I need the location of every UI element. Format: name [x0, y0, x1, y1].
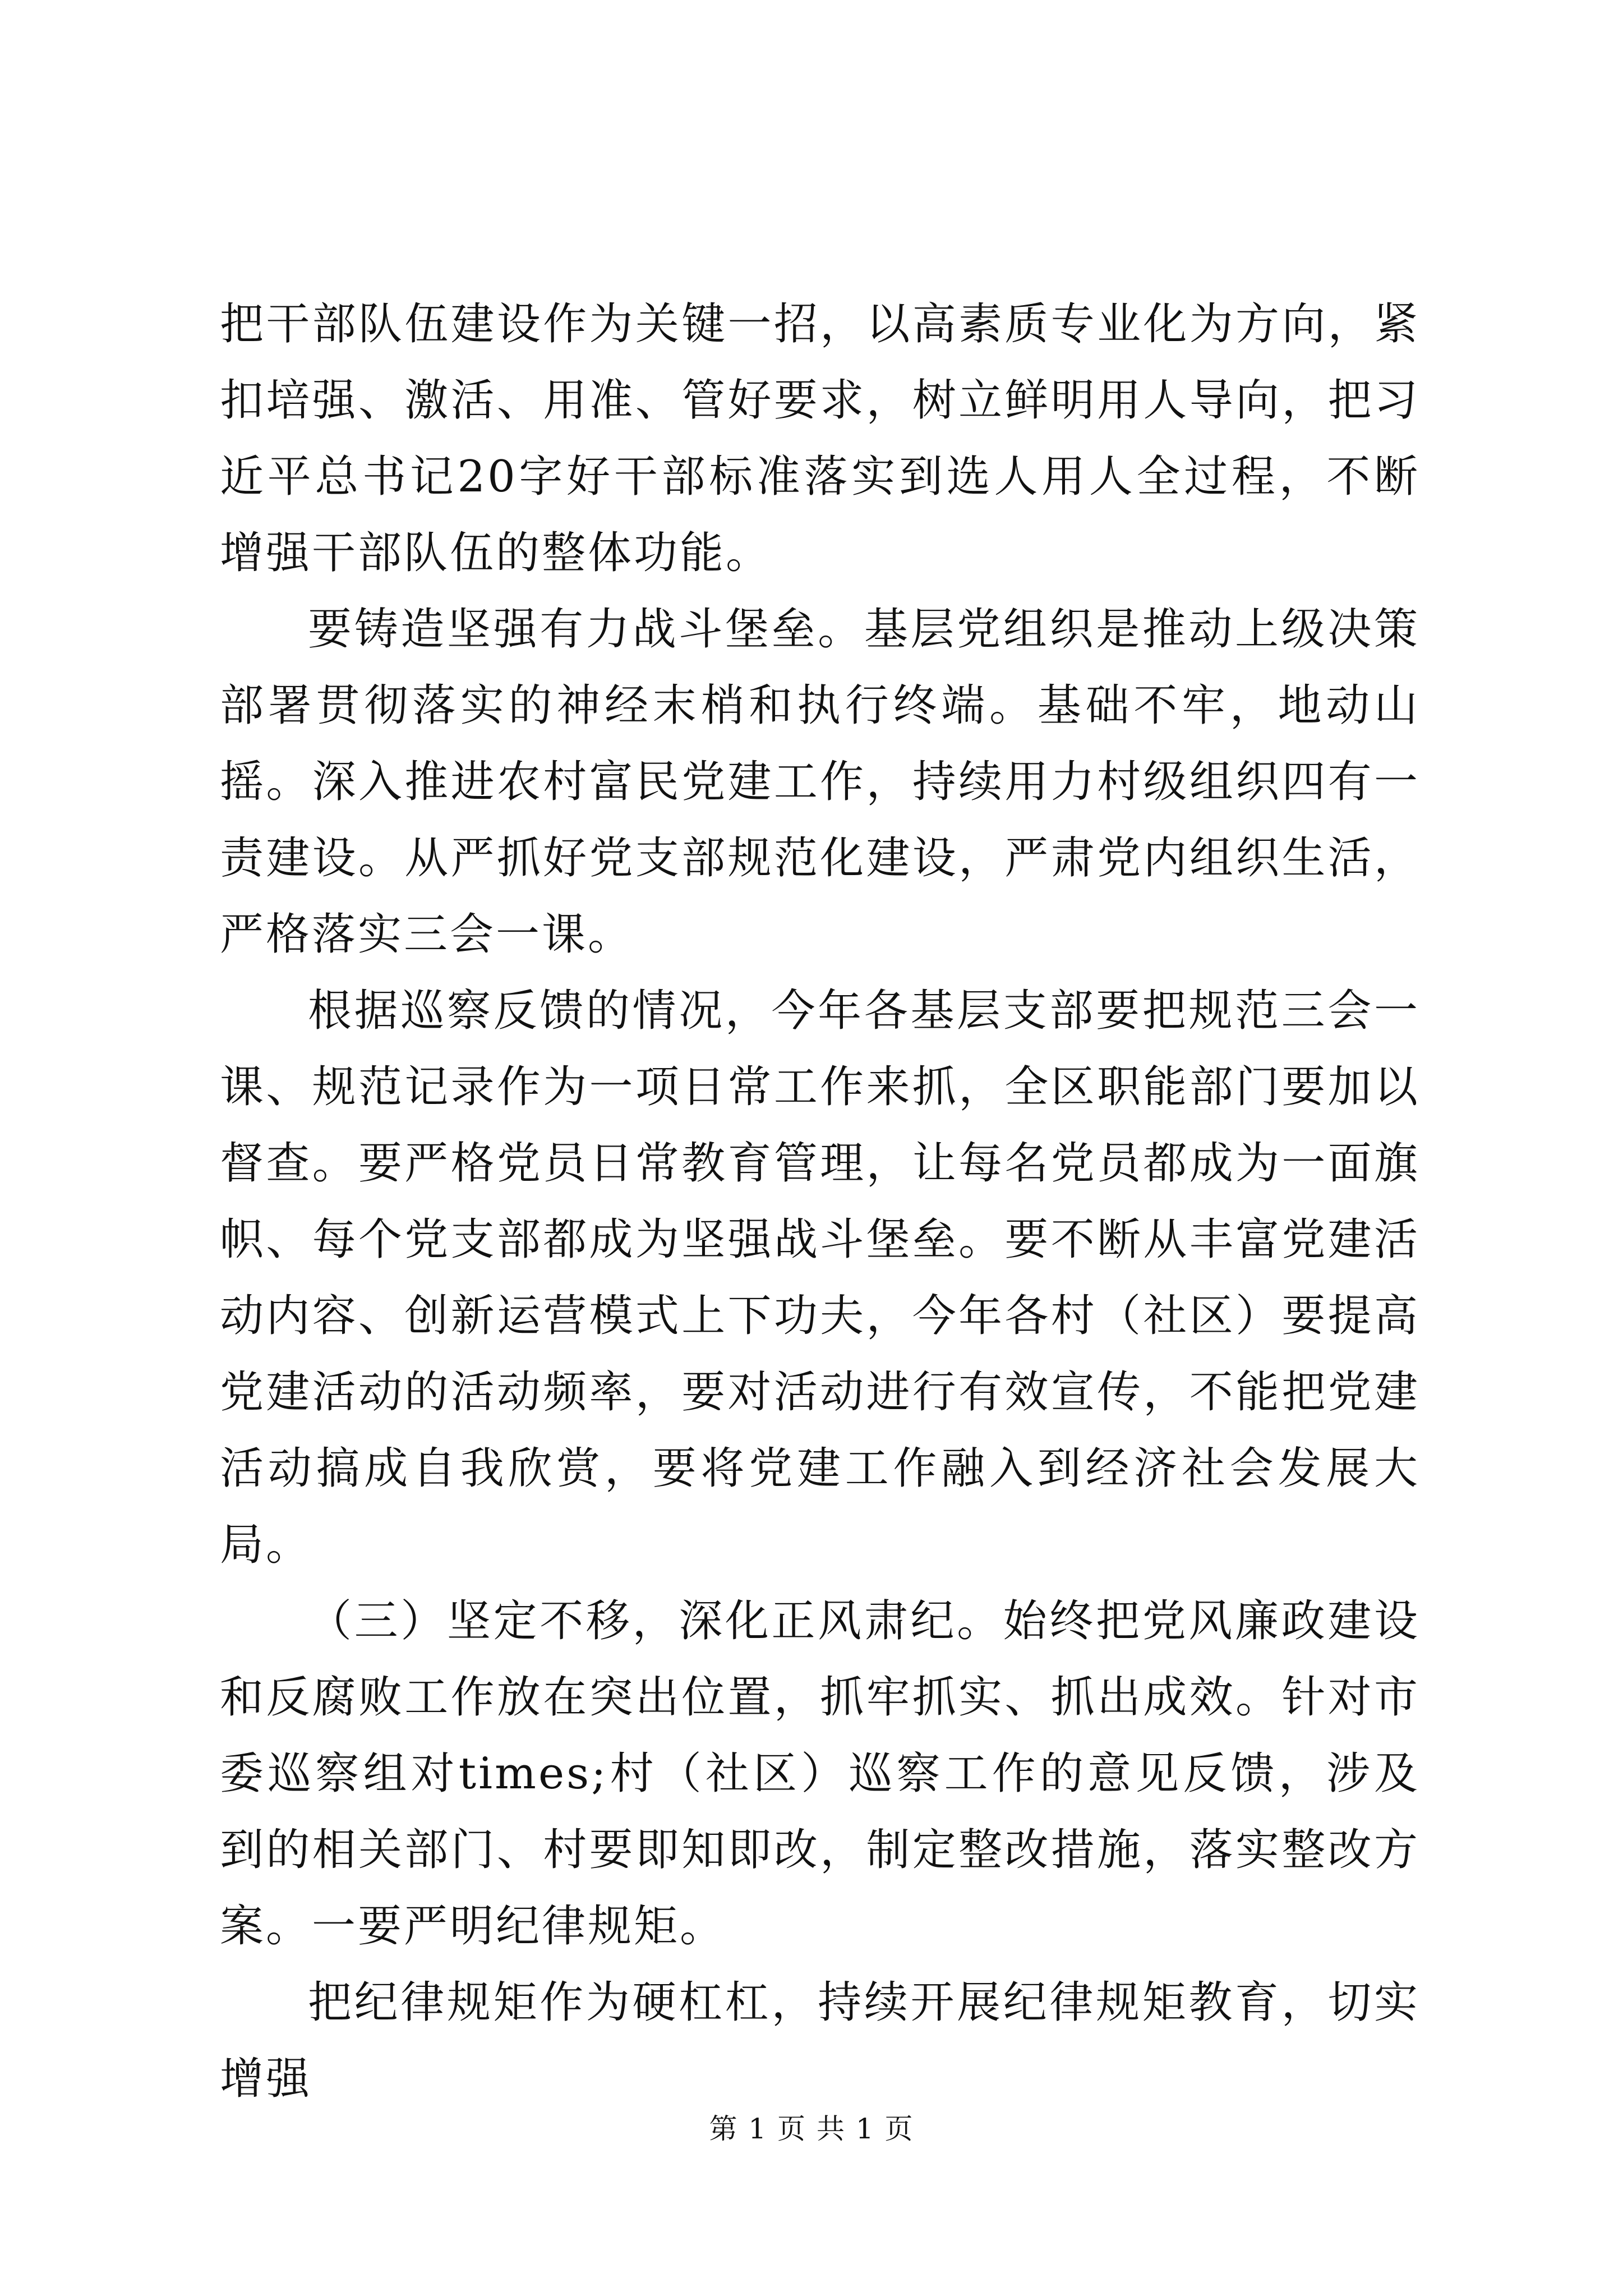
paragraph-inspection-feedback: 根据巡察反馈的情况，今年各基层支部要把规范三会一课、规范记录作为一项日常工作来抓，全区职能部门要加以督查。要严格党员日常教育管理，让每名党员都成为一面旗帜、每个党支部都成为坚强战斗堡垒。要不断从丰富党建活动内容、创新运营模式上下功夫，今年各村（社区）要提高党建活动的活动频率，要对活动进行有效宣传，不能把党建活动搞成自我欣赏，要将党建工作融入到经济社会发展大局。 [220, 986, 1420, 1570]
paragraph-discipline: （三）坚定不移，深化正风肃纪。始终把党风廉政建设和反腐败工作放在突出位置，抓牢抓实、抓出成效。针对市委巡察组对times;村（社区）巡察工作的意见反馈，涉及到的相关部门、村要即知即改，制定整改措施，落实整改方案。一要严明纪律规矩。 [220, 1596, 1420, 1952]
document-body [220, 286, 1420, 2117]
paragraph-cadre-building: 把干部队伍建设作为关键一招，以高素质专业化为方向，紧扣培强、激活、用准、管好要求，树立鲜明用人导向，把习近平总书记20字好干部标准落实到选人用人全过程，不断增强干部队伍的整体功能。 [220, 299, 1420, 578]
paragraph-rules: 把纪律规矩作为硬杠杠，持续开展纪律规矩教育，切实增强 [220, 1977, 1420, 2104]
page-footer: 第 1 页 共 1 页 [709, 2113, 914, 2145]
paragraph-fortress: 要铸造坚强有力战斗堡垒。基层党组织是推动上级决策部署贯彻落实的神经末梢和执行终端。基础不牢，地动山摇。深入推进农村富民党建工作，持续用力村级组织四有一责建设。从严抓好党支部规范化建设，严肃党内组织生活，严格落实三会一课。 [220, 604, 1420, 960]
